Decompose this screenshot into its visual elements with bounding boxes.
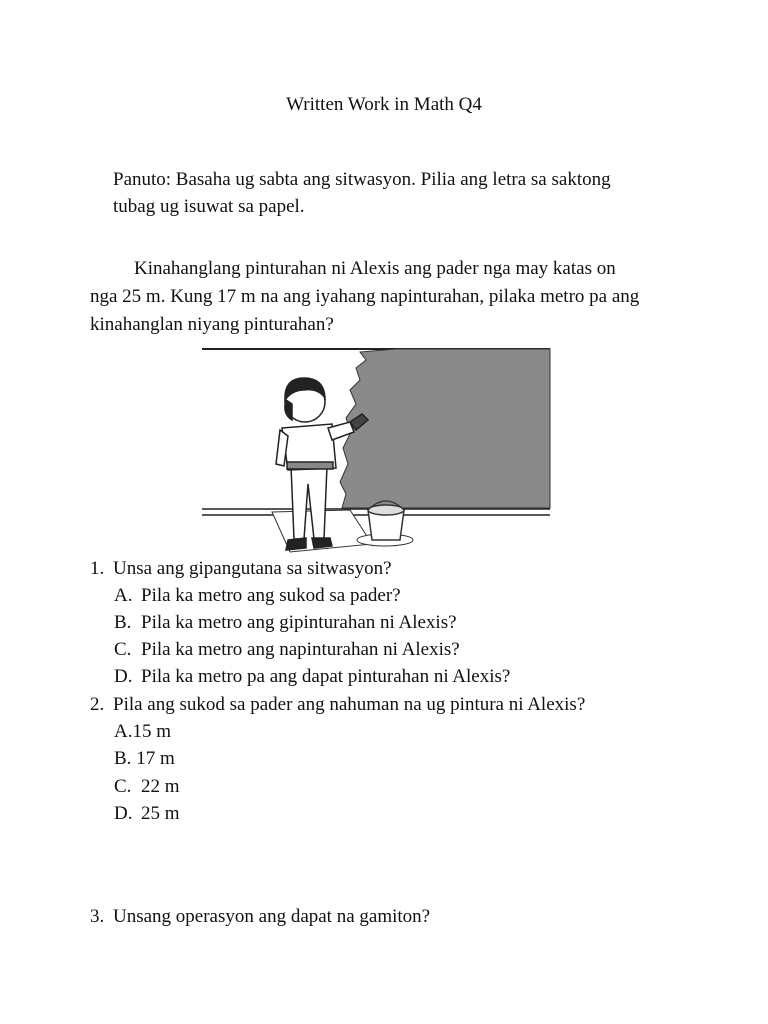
instructions: [113, 166, 673, 220]
painted-wall-area: [340, 349, 550, 508]
story-line-1-text: Kinahanglang pinturahan ni Alexis ang pader nga may katas on: [134, 258, 616, 279]
worksheet-title: Written Work in Math Q4: [286, 94, 482, 115]
option-letter: A.: [114, 585, 133, 606]
q1-option-c: [114, 639, 460, 661]
option-text: Pila ka metro pa ang dapat pinturahan ni Alexis?: [141, 666, 511, 687]
option-letter: C.: [114, 639, 132, 660]
option-text: 25 m: [141, 803, 180, 824]
option-text: 15 m: [132, 721, 172, 742]
option-letter: B.: [114, 612, 132, 633]
question-number: 3.: [90, 906, 105, 927]
question-number: 2.: [90, 694, 105, 715]
question-text: Unsang operasyon ang dapat na gamiton?: [113, 906, 431, 927]
option-letter: B.: [114, 748, 132, 769]
option-letter: A.: [114, 721, 133, 742]
story-line-2: nga 25 m. Kung 17 m na ang iyahang napinturahan, pilaka metro pa ang: [90, 286, 640, 307]
option-text: Pila ka metro ang napinturahan ni Alexis?: [141, 639, 460, 660]
question-3: [90, 906, 430, 928]
q2-option-a: [114, 721, 171, 743]
question-number: 1.: [90, 558, 105, 579]
q1-option-a: [114, 585, 401, 607]
q1-option-b: [114, 612, 457, 634]
option-text: 17 m: [136, 748, 175, 769]
instructions-line-2: tubag ug isuwat sa papel.: [113, 196, 305, 217]
option-text: Pila ka metro ang gipinturahan ni Alexis?: [141, 612, 457, 633]
question-1: [90, 558, 392, 580]
story-problem: [90, 255, 690, 339]
option-text: Pila ka metro ang sukod sa pader?: [141, 585, 401, 606]
story-line-1: [90, 255, 690, 283]
instructions-line-1: Panuto: Basaha ug sabta ang sitwasyon. Pilia ang letra sa saktong: [113, 169, 611, 190]
option-letter: C.: [114, 776, 132, 797]
story-line-3: kinahanglan niyang pinturahan?: [90, 314, 334, 335]
question-2: [90, 694, 585, 716]
option-letter: D.: [114, 803, 133, 824]
question-text: Pila ang sukod sa pader ang nahuman na ug pintura ni Alexis?: [113, 694, 586, 715]
q2-option-d: [114, 803, 180, 825]
q2-option-b: [114, 748, 175, 770]
q2-option-c: [114, 776, 180, 798]
q1-option-d: [114, 666, 510, 688]
boy-painting-wall-icon: [200, 344, 552, 560]
option-letter: D.: [114, 666, 133, 687]
question-text: Unsa ang gipangutana sa sitwasyon?: [113, 558, 392, 579]
option-text: 22 m: [141, 776, 180, 797]
